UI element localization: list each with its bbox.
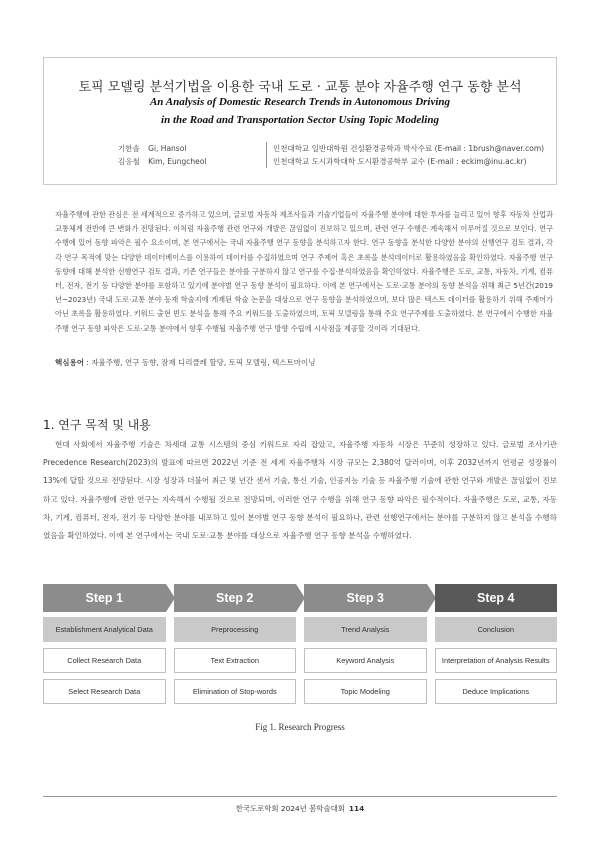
step-2-header: Step 2 [174, 584, 297, 612]
author-2-name-ko: 김응철 [118, 157, 140, 166]
author-2-affiliation: 인천대학교 도시과학대학 도시환경공학부 교수 (E-mail : eckim@inu.ac.kr) [273, 157, 527, 166]
author-names [118, 142, 258, 168]
step-1-item-2: Collect Research Data [43, 648, 166, 673]
step-2-item-1: Preprocessing [174, 617, 297, 642]
author-affiliations [266, 142, 543, 168]
author-1-name-en: Gi, Hansol [148, 144, 187, 153]
footer-divider [43, 796, 557, 797]
step-1-item-1: Establishment Analytical Data [43, 617, 166, 642]
keywords [55, 357, 553, 368]
step-1-column [43, 584, 166, 704]
step-3-column [304, 584, 427, 704]
step-1-item-3: Select Research Data [43, 679, 166, 704]
keywords-text: : 자율주행, 연구 동향, 잠재 디리클레 할당, 토픽 모델링, 텍스트마이닝 [83, 358, 316, 367]
keywords-label: 핵심용어 [55, 358, 84, 367]
step-4-item-3: Deduce Implications [435, 679, 558, 704]
body-text [43, 436, 557, 545]
paper-title-korean: 토픽 모델링 분석기법을 이용한 국내 도로 · 교통 분야 자율주행 연구 동향 분석 [78, 80, 522, 95]
step-3-item-3: Topic Modeling [304, 679, 427, 704]
page-number: 114 [348, 804, 365, 813]
step-2-item-3: Elimination of Stop-words [174, 679, 297, 704]
author-1 [118, 142, 258, 155]
paper-title-english-line2: in the Road and Transportation Sector Using Topic Modeling [161, 114, 439, 126]
step-3-item-2: Keyword Analysis [304, 648, 427, 673]
step-3-header: Step 3 [304, 584, 427, 612]
step-1-header: Step 1 [43, 584, 166, 612]
research-progress-figure [43, 584, 557, 704]
abstract [55, 208, 553, 336]
paper-title-english-line1: An Analysis of Domestic Research Trends in Autonomous Driving [149, 96, 451, 108]
author-2-name-en: Kim, Eungcheol [148, 157, 207, 166]
section-title: 1. 연구 목적 및 내용 [43, 418, 151, 432]
page-footer [0, 803, 600, 814]
abstract-text: 자율주행에 관한 관심은 전 세계적으로 증가하고 있으며, 글로벌 자동차 제조사들과 기술기업들이 자율주행 분야에 대한 투자를 늘리고 있어 향후 자동차 산업과 교통체계 전반에 큰 변화가 전망된다. 이처럼 자율주행 관련 연구와 개발은 끊임없이 진보하고 있으며, 관련 연구 수행은 계속해서 이루어질 것으로 보인다. 연구 수행에 있어 동향 파악은 필수 요소이며, 본 연구에서는 국내 자율주행 연구 동향을 분석하고자 한다. 연구 동향을 분석한 다양한 분야의 선행연구 검토 결과, 각각 연구 목적에 맞는 다양한 데이터베이스를 이용하여 데이터를 수집하였으며 연구 주제어 혹은 초록을 분석데이터로 활용하였음을 확인하였다. 자율주행 연구 동향에 대해 분석한 선행연구 검토 결과, 기존 연구들은 분야를 구분하지 않고 연구를 수집·분석하였음을 확인하였다. 자율주행은 도로, 교통, 자동차, 기계, 컴퓨터, 전자, 전기 등 다양한 분야를 포함하고 있기에 분야별 연구 동향 분석이 필요하다. 이에 본 연구에서는 도로·교통 분야의 동향 분석을 위해 최근 5년간(2019년~2023년) 국내 도로·교통 분야 등재 학술지에 게재된 학술 논문을 대상으로 연구 동향을 분석하였으며, 보다 많은 텍스트 데이터를 활용하기 위해 주제어가 아닌 초록을 활용하였다. 키워드 출현 빈도 분석을 통해 주요 키워드를 도출하였으며, 토픽 모델링을 통해 주요 연구주제를 도출하였다. 본 연구에서 수행한 자율주행 연구 동향 파악은 도로·교통 분야에서 향후 수행될 자율주행 연구 방향 수립에 시사점을 제공할 것이라 기대된다. [55, 210, 553, 333]
step-4-item-2: Interpretation of Analysis Results [435, 648, 558, 673]
author-1-affiliation: 인천대학교 일반대학원 건설환경공학과 박사수료 (E-mail : 1brush@naver.com) [273, 144, 545, 153]
body-paragraph: 현대 사회에서 자율주행 기술은 차세대 교통 시스템의 중심 키워드로 자리 잡았고, 자율주행 자동차 시장은 꾸준히 성장하고 있다. 글로벌 조사기관 Precedence Research(2023)의 발표에 따르면 2022년 기준 전 세계 자율주행차 시장 규모는 2,380억 달러이며, 이후 2032년까지 연평균 성장률이 13%에 달할 것으로 전망된다. 시장 성장과 더불어 최근 몇 년간 센서 기술, 통신 기술, 인공지능 기술 등 자율주행 기술에 관한 연구와 개발은 끊임없이 진보하고 있다. 자율주행에 관한 연구는 지속해서 수행될 것으로 전망되며, 이러한 연구 수행을 위해 연구 동향 파악은 필수적이다. 자율주행은 도로, 교통, 자동차, 기계, 컴퓨터, 전자, 전기 등 다양한 분야를 내포하고 있어 분야별 연구 동향 분석이 필요하나, 관련 선행연구에서는 분야를 구분하지 않고 분석을 수행하였음을 확인하였다. 이에 본 연구에서는 국내 도로·교통 분야를 대상으로 자율주행 연구 동향 분석을 수행하였다. [43, 440, 557, 541]
footer-conference: 한국도로학회 2024년 봄학술대회 [235, 804, 345, 813]
step-2-column [174, 584, 297, 704]
step-4-item-1: Conclusion [435, 617, 558, 642]
step-3-item-1: Trend Analysis [304, 617, 427, 642]
author-2 [118, 155, 258, 168]
figure-caption: Fig 1. Research Progress [255, 722, 345, 732]
step-4-column [435, 584, 558, 704]
step-4-header: Step 4 [435, 584, 558, 612]
author-1-name-ko: 기한솔 [118, 144, 140, 153]
step-2-item-2: Text Extraction [174, 648, 297, 673]
